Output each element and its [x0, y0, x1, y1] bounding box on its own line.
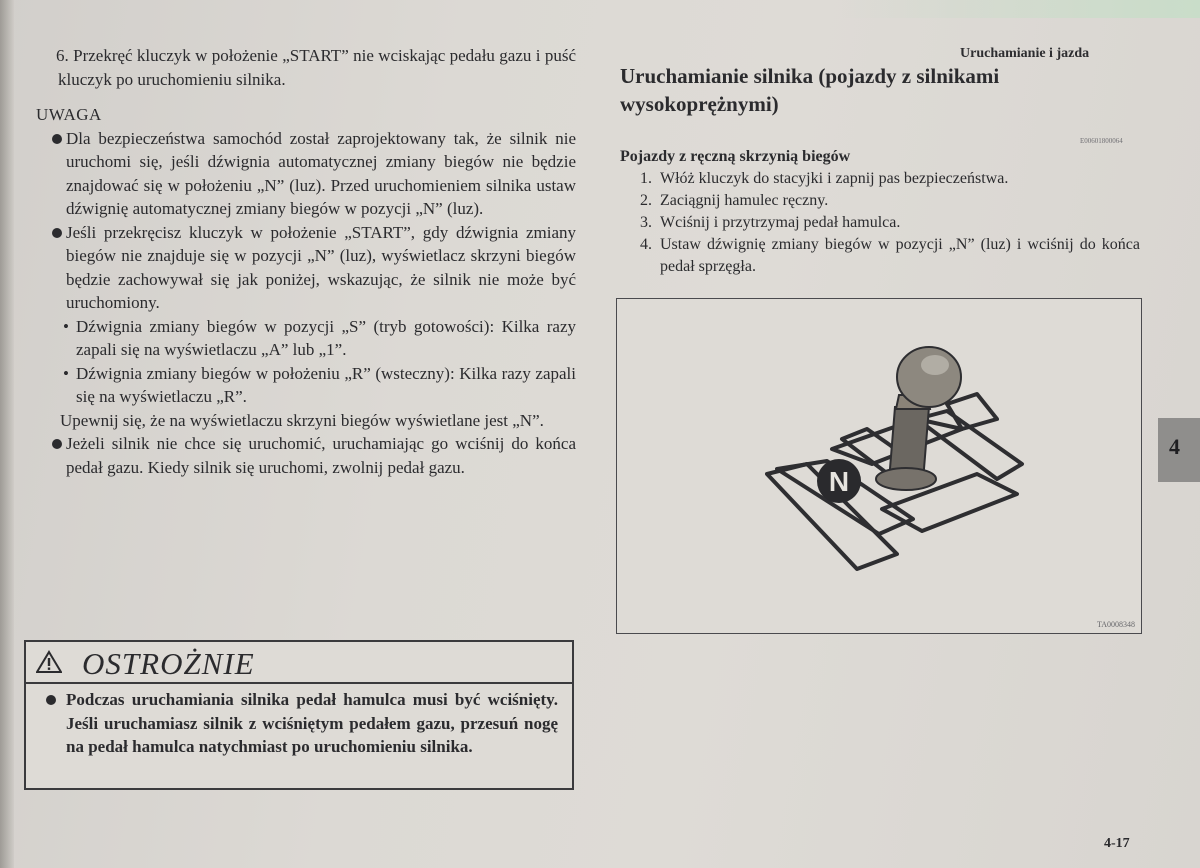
page-binding-edge — [0, 0, 14, 868]
neutral-label: N — [828, 466, 850, 497]
step-item — [620, 168, 1140, 190]
step-item — [620, 234, 1140, 278]
caution-header — [26, 642, 572, 684]
bullet-dot-icon — [52, 228, 62, 238]
note-bullet-3-text: Jeżeli silnik nie chce się uruchomić, uruchamiając go wciśnij do końca pedał gazu. Kiedy silnik się uruchomi, zwolnij pedał gazu. — [66, 434, 576, 477]
note-bullet-2 — [36, 221, 576, 315]
note-subitem-1 — [36, 315, 576, 362]
step-text: Wciśnij i przytrzymaj pedał hamulca. — [660, 214, 901, 231]
caution-title: OSTROŻNIE — [82, 646, 255, 681]
subheading: Pojazdy z ręczną skrzynią biegów — [620, 148, 851, 165]
note-bullet-3 — [36, 432, 576, 479]
gear-shift-illustration — [616, 298, 1142, 634]
caution-body — [26, 684, 572, 759]
page-number: 4-17 — [1104, 836, 1130, 851]
caution-box — [24, 640, 574, 790]
bullet-dot-icon — [46, 695, 56, 705]
reference-code: E00601800064 — [1080, 137, 1123, 145]
note-subitem-1-text: Dźwignia zmiany biegów w pozycji „S” (tryb gotowości): Kilka razy zapali się na wyświetlaczu „A” lub „1”. — [76, 316, 576, 359]
sub-bullet-icon: • — [63, 363, 69, 383]
bullet-dot-icon — [52, 134, 62, 144]
step-6-text: 6. Przekręć kluczyk w położenie „START” nie wciskając pedału gazu i puść kluczyk po uruchomieniu silnika. — [56, 46, 576, 89]
gear-pattern-diagram — [617, 299, 1141, 633]
step-item — [620, 212, 1140, 234]
note-bullet-2-text: Jeśli przekręcisz kluczyk w położenie „START”, gdy dźwignia zmiany biegów nie znajduje się w pozycji „N” (luz), wyświetlacz skrzyni biegów będzie zachowywał się jak poniżej, wskazując, że silnik nie może być uruchomiony. — [66, 222, 576, 312]
chapter-number: 4 — [1169, 434, 1180, 459]
left-column — [36, 44, 576, 479]
step-number: 1. — [640, 170, 652, 187]
section-heading: Uruchamianie silnika (pojazdy z silnikami wysokoprężnymi) — [620, 64, 1000, 116]
step-text: Zaciągnij hamulec ręczny. — [660, 192, 829, 209]
step-number: 2. — [640, 192, 652, 209]
note-bullet-1 — [36, 127, 576, 221]
note-subitem-2-text: Dźwignia zmiany biegów w położeniu „R” (wsteczny): Kilka razy zapali się na wyświetlaczu „R”. — [76, 363, 576, 406]
section-header: Uruchamianie i jazda — [960, 46, 1090, 61]
sub-bullet-icon: • — [63, 316, 69, 336]
step-number: 3. — [640, 214, 652, 231]
step-item — [620, 190, 1140, 212]
note-ensure-text: Upewnij się, że na wyświetlaczu skrzyni biegów wyświetlane jest „N”. — [60, 410, 544, 430]
note-label: UWAGA — [36, 105, 102, 124]
caution-text: Podczas uruchamiania silnika pedał hamulca musi być wciśnięty. Jeśli uruchamiasz silnik z wciśniętym pedałem gazu, przesuń nogę na pedał hamulca natychmiast po uruchomieniu silnika. — [66, 690, 558, 756]
step-text: Ustaw dźwignię zmiany biegów w pozycji „N” (luz) i wciśnij do końca pedał sprzęgła. — [660, 236, 1140, 275]
note-bullet-1-text: Dla bezpieczeństwa samochód został zaprojektowany tak, że silnik nie uruchomi się, jeśli dźwignia automatycznej zmiany biegów nie będzie znajdować się w położeniu „N” (luz). Przed uruchomieniem silnika ustaw dźwignię automatycznej zmiany biegów w pozycji „N” (luz). — [66, 128, 576, 218]
bullet-dot-icon — [52, 439, 62, 449]
steps-list — [620, 168, 1140, 278]
warning-triangle-icon — [36, 650, 62, 674]
step-text: Włóż kluczyk do stacyjki i zapnij pas bezpieczeństwa. — [660, 170, 1009, 187]
page-top-shade — [840, 0, 1200, 18]
figure-code: TA0008348 — [1096, 620, 1135, 629]
note-subitem-2 — [36, 362, 576, 409]
step-number: 4. — [640, 236, 652, 253]
